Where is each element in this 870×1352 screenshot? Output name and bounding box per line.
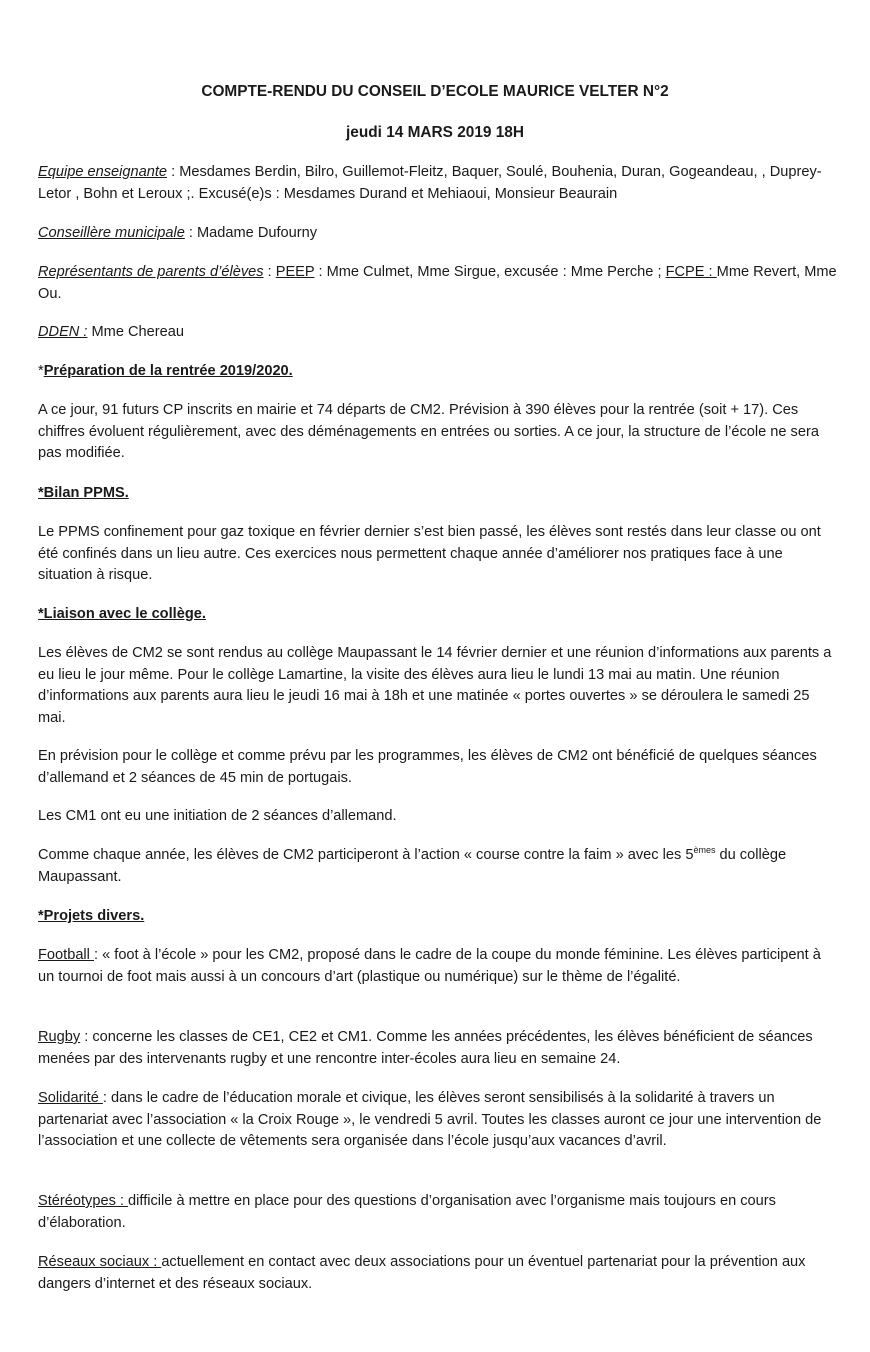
text-before: Comme chaque année, les élèves de CM2 participeront à l’action « course contre la faim » avec les 5 <box>38 847 694 863</box>
heading-text: *Bilan PPMS. <box>38 485 129 501</box>
text-dden: Mme Chereau <box>87 324 184 340</box>
section-body-ppms: Le PPMS confinement pour gaz toxique en février dernier s’est bien passé, les élèves sont restés dans leur classe ou ont été confinés dans un lieu autre. Ces exercices nous permettent chaque année d’améliorer nos pratiques face à une situation à risque. <box>38 524 821 583</box>
label-football: Football <box>38 947 94 963</box>
section-heading-ppms <box>38 483 838 505</box>
project-solidarite <box>38 1088 838 1153</box>
heading-text: *Liaison avec le collège. <box>38 606 206 622</box>
label-fcpe: FCPE : <box>665 264 717 280</box>
text-solidarite: : dans le cadre de l’éducation morale et civique, les élèves seront sensibilisés à la solidarité à travers un partenariat avec l’association « la Croix Rouge », le vendredi 5 avril. Toutes les classes auront ce jour une intervention de l’association et une collecte de vêtements sera organisée dans l’école jusqu’aux vacances d’avril. <box>38 1090 822 1149</box>
section-heading-rentree <box>38 361 838 383</box>
college-paragraph-3: Les CM1 ont eu une initiation de 2 séances d’allemand. <box>38 808 397 824</box>
text-equipe: : Mesdames Berdin, Bilro, Guillemot-Fleitz, Baquer, Soulé, Bouhenia, Duran, Gogeandeau, , Duprey-Letor , Bohn et Leroux ;. Excusé(e)s : Mesdames Durand et Mehiaoui, Monsieur Beaurain <box>38 164 822 202</box>
text-stereotypes: difficile à mettre en place pour des questions d’organisation avec l’organisme mais toujours en cours d’élaboration. <box>38 1193 776 1231</box>
project-stereotypes <box>38 1191 838 1234</box>
text-conseillere: : Madame Dufourny <box>184 225 318 241</box>
label-equipe: Equipe enseignante <box>38 164 168 180</box>
heading-text: *Projets divers. <box>38 908 145 924</box>
text-peep: : Mme Culmet, Mme Sirgue, excusée : Mme Perche ; <box>314 264 666 280</box>
document-title: COMPTE-RENDU DU CONSEIL D’ECOLE MAURICE VELTER N°2 <box>201 83 669 100</box>
text-football: : « foot à l’école » pour les CM2, proposé dans le cadre de la coupe du monde féminine. Les élèves participent à un tournoi de foot mais aussi à un concours d’art (plastique ou numérique) sur le thème de l’égalité. <box>38 947 821 985</box>
project-football <box>38 945 838 988</box>
superscript: èmes <box>693 845 716 855</box>
attendees-dden <box>38 322 838 344</box>
heading-text: Préparation de la rentrée 2019/2020. <box>43 363 293 379</box>
section-heading-projets <box>38 906 838 928</box>
label-rugby: Rugby <box>38 1029 81 1045</box>
label-stereotypes: Stéréotypes : <box>38 1193 129 1209</box>
label-solidarite: Solidarité <box>38 1090 103 1106</box>
section-heading-college <box>38 604 838 626</box>
text-reseaux: actuellement en contact avec deux associations pour un éventuel partenariat pour la prévention aux dangers d’internet et des réseaux sociaux. <box>38 1254 806 1292</box>
meeting-date: jeudi 14 MARS 2019 18H <box>346 124 524 141</box>
label-peep: PEEP <box>275 264 315 280</box>
label-conseillere: Conseillère municipale <box>38 225 185 241</box>
text-fcpe: Mme Revert, Mme Ou. <box>38 264 837 302</box>
college-paragraph-2: En prévision pour le collège et comme prévu par les programmes, les élèves de CM2 ont bénéficié de quelques séances d’allemand et 2 séances de 45 min de portugais. <box>38 748 817 786</box>
attendees-teachers <box>38 162 838 205</box>
attendees-parents <box>38 262 838 305</box>
label-representants: Représentants de parents d’élèves <box>38 264 264 280</box>
project-rugby <box>38 1027 838 1070</box>
heading-star: * <box>38 363 44 379</box>
separator: : <box>263 264 276 280</box>
college-paragraph-4 <box>38 845 838 888</box>
label-reseaux: Réseaux sociaux : <box>38 1254 162 1270</box>
text-after: du collège Maupassant. <box>38 847 787 885</box>
section-body-rentree: A ce jour, 91 futurs CP inscrits en mairie et 74 départs de CM2. Prévision à 390 élèves pour la rentrée (soit + 17). Ces chiffres évoluent régulièrement, avec des déménagements en entrées ou sorties. A ce jour, la structure de l’école ne sera pas modifiée. <box>38 402 819 461</box>
text-rugby: : concerne les classes de CE1, CE2 et CM1. Comme les années précédentes, les élèves bénéficient de séances menées par des intervenants rugby et une rencontre inter-écoles aura lieu en semaine 24. <box>38 1029 813 1067</box>
attendees-councillor <box>38 223 838 245</box>
college-paragraph-1: Les élèves de CM2 se sont rendus au collège Maupassant le 14 février dernier et une réunion d’informations aux parents a eu lieu le jour même. Pour le collège Lamartine, la visite des élèves aura lieu le lundi 13 mai au matin. Une réunion d’informations aux parents aura lieu le jeudi 16 mai à 18h et une matinée « portes ouvertes » se déroulera le samedi 25 mai. <box>38 645 832 726</box>
label-dden: DDEN : <box>38 324 88 340</box>
project-reseaux-sociaux <box>38 1252 838 1295</box>
